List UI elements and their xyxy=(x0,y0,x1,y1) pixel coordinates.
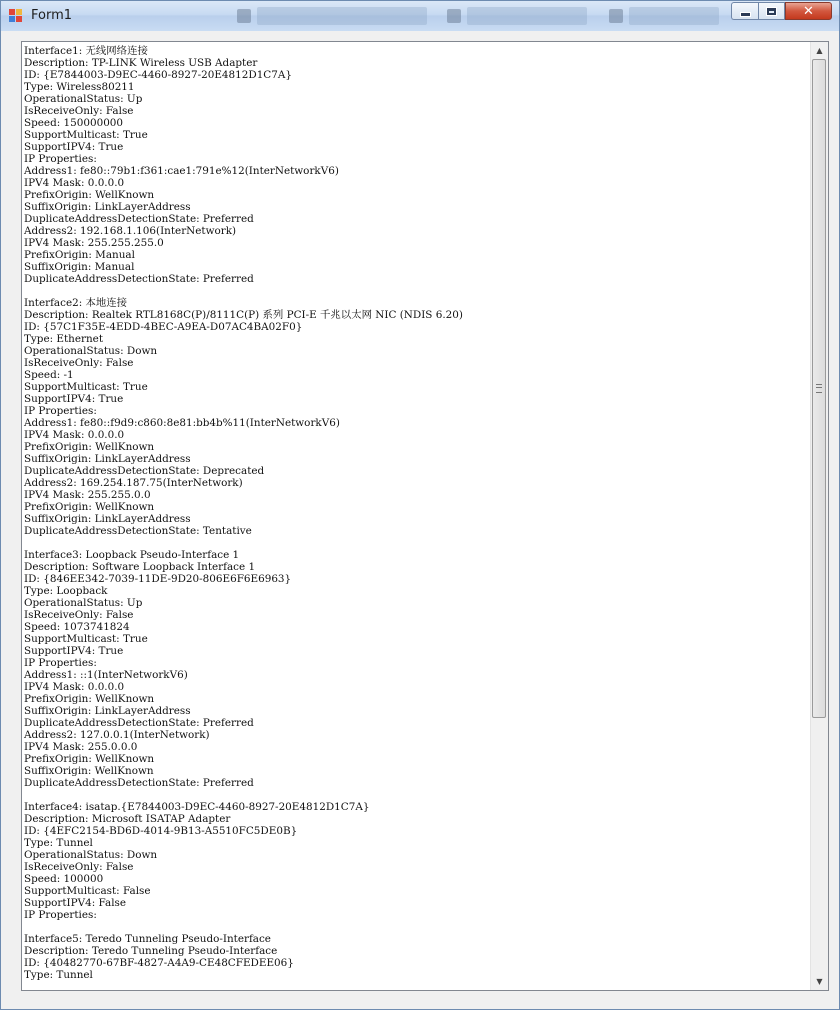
text-line: Address2: 127.0.0.1(InterNetwork) xyxy=(24,729,210,741)
text-line: OperationalStatus: Down xyxy=(24,345,158,357)
text-line: Interface3: Loopback Pseudo-Interface 1 xyxy=(24,549,240,561)
text-line: Address2: 169.254.187.75(InterNetwork) xyxy=(24,477,243,489)
text-line: IPV4 Mask: 0.0.0.0 xyxy=(24,177,125,189)
text-line: PrefixOrigin: WellKnown xyxy=(24,753,155,765)
text-line: Interface5: Teredo Tunneling Pseudo-Interface xyxy=(24,933,271,945)
text-line: Address1: fe80::f9d9:c860:8e81:bb4b%11(InterNetworkV6) xyxy=(24,417,340,429)
text-line: IPV4 Mask: 0.0.0.0 xyxy=(24,429,125,441)
background-window-ghost xyxy=(467,7,587,25)
vertical-scrollbar[interactable] xyxy=(810,42,828,990)
text-line: IsReceiveOnly: False xyxy=(24,357,134,369)
text-line: Address1: ::1(InterNetworkV6) xyxy=(24,669,188,681)
text-line: Speed: -1 xyxy=(24,369,74,381)
text-line: Description: Teredo Tunneling Pseudo-Interface xyxy=(24,945,278,957)
background-window-ghost xyxy=(629,7,719,25)
text-line: SuffixOrigin: LinkLayerAddress xyxy=(24,513,191,525)
text-line: ID: {E7844003-D9EC-4460-8927-20E4812D1C7A} xyxy=(24,69,292,81)
text-line: SupportIPV4: True xyxy=(24,141,124,153)
text-line: DuplicateAddressDetectionState: Preferred xyxy=(24,213,254,225)
text-line: SuffixOrigin: WellKnown xyxy=(24,765,154,777)
text-line: IsReceiveOnly: False xyxy=(24,105,134,117)
text-line: Type: Tunnel xyxy=(24,837,93,849)
maximize-button[interactable] xyxy=(758,2,785,20)
text-line: IP Properties: xyxy=(24,153,97,165)
text-line: SuffixOrigin: Manual xyxy=(24,261,135,273)
window-title: Form1 xyxy=(31,8,73,23)
text-line: IPV4 Mask: 0.0.0.0 xyxy=(24,681,125,693)
arrow-up-icon: ▲ xyxy=(816,46,823,55)
text-line: ID: {40482770-67BF-4827-A4A9-CE48CFEDEE06} xyxy=(24,957,294,969)
text-line: IPV4 Mask: 255.0.0.0 xyxy=(24,741,138,753)
background-window-ghost xyxy=(257,7,427,25)
text-line: PrefixOrigin: WellKnown xyxy=(24,693,155,705)
close-icon: ✕ xyxy=(803,3,814,19)
app-icon[interactable] xyxy=(9,9,23,23)
text-line: Description: Microsoft ISATAP Adapter xyxy=(24,813,231,825)
arrow-down-icon: ▼ xyxy=(816,977,823,986)
text-line: ID: {846EE342-7039-11DE-9D20-806E6F6E6963} xyxy=(24,573,292,585)
title-bar[interactable] xyxy=(1,1,839,31)
interfaces-textbox[interactable] xyxy=(21,41,829,991)
text-line: SupportMulticast: True xyxy=(24,381,148,393)
text-line: PrefixOrigin: Manual xyxy=(24,249,135,261)
text-line: SupportMulticast: True xyxy=(24,129,148,141)
text-line: SupportIPV4: True xyxy=(24,393,124,405)
minimize-button[interactable] xyxy=(731,2,758,20)
text-line: IsReceiveOnly: False xyxy=(24,609,134,621)
text-line: Speed: 150000000 xyxy=(24,117,124,129)
background-window-icon xyxy=(447,9,461,23)
text-line: Interface1: 无线网络连接 xyxy=(24,45,148,57)
text-line: Interface4: isatap.{E7844003-D9EC-4460-8927-20E4812D1C7A} xyxy=(24,801,370,813)
text-line: IP Properties: xyxy=(24,909,97,921)
text-line: IPV4 Mask: 255.255.0.0 xyxy=(24,489,151,501)
background-window-icon xyxy=(237,9,251,23)
text-line: SupportIPV4: True xyxy=(24,645,124,657)
form-client-area xyxy=(9,31,833,1003)
text-line: PrefixOrigin: WellKnown xyxy=(24,501,155,513)
text-line: Address1: fe80::79b1:f361:cae1:791e%12(InterNetworkV6) xyxy=(24,165,339,177)
maximize-icon xyxy=(767,8,776,15)
interfaces-text[interactable] xyxy=(24,45,802,981)
text-line: SupportMulticast: False xyxy=(24,885,151,897)
close-button[interactable] xyxy=(785,2,832,20)
text-line: OperationalStatus: Up xyxy=(24,93,143,105)
text-line: Speed: 100000 xyxy=(24,873,104,885)
text-line: Type: Tunnel xyxy=(24,969,93,981)
text-line: Speed: 1073741824 xyxy=(24,621,130,633)
text-line: IP Properties: xyxy=(24,405,97,417)
text-line: DuplicateAddressDetectionState: Deprecated xyxy=(24,465,265,477)
text-line: Type: Loopback xyxy=(24,585,108,597)
scroll-thumb[interactable] xyxy=(812,59,826,718)
text-line: DuplicateAddressDetectionState: Preferred xyxy=(24,717,254,729)
text-line: IP Properties: xyxy=(24,657,97,669)
text-line: SuffixOrigin: LinkLayerAddress xyxy=(24,705,191,717)
scroll-up-button[interactable] xyxy=(811,42,828,59)
text-line: ID: {4EFC2154-BD6D-4014-9B13-A5510FC5DE0B} xyxy=(24,825,298,837)
text-line: DuplicateAddressDetectionState: Tentative xyxy=(24,525,252,537)
background-window-icon xyxy=(609,9,623,23)
text-line: DuplicateAddressDetectionState: Preferred xyxy=(24,777,254,789)
text-line: Type: Ethernet xyxy=(24,333,103,345)
minimize-icon xyxy=(740,12,751,17)
text-line: PrefixOrigin: WellKnown xyxy=(24,441,155,453)
text-line: PrefixOrigin: WellKnown xyxy=(24,189,155,201)
text-line: SuffixOrigin: LinkLayerAddress xyxy=(24,453,191,465)
text-line: Address2: 192.168.1.106(InterNetwork) xyxy=(24,225,237,237)
text-line: SupportMulticast: True xyxy=(24,633,148,645)
text-line: SuffixOrigin: LinkLayerAddress xyxy=(24,201,191,213)
text-line: ID: {57C1F35E-4EDD-4BEC-A9EA-D07AC4BA02F0} xyxy=(24,321,303,333)
text-line: Description: Software Loopback Interface 1 xyxy=(24,561,256,573)
grip-icon xyxy=(816,384,822,393)
text-line: Description: TP-LINK Wireless USB Adapter xyxy=(24,57,258,69)
scroll-down-button[interactable] xyxy=(811,973,828,990)
text-line: DuplicateAddressDetectionState: Preferred xyxy=(24,273,254,285)
text-line: IPV4 Mask: 255.255.255.0 xyxy=(24,237,164,249)
text-line: SupportIPV4: False xyxy=(24,897,127,909)
text-line: OperationalStatus: Down xyxy=(24,849,158,861)
text-line: IsReceiveOnly: False xyxy=(24,861,134,873)
text-line: Type: Wireless80211 xyxy=(24,81,135,93)
text-line: OperationalStatus: Up xyxy=(24,597,143,609)
text-line: Interface2: 本地连接 xyxy=(24,297,128,309)
text-line: Description: Realtek RTL8168C(P)/8111C(P) 系列 PCI-E 千兆以太网 NIC (NDIS 6.20) xyxy=(24,309,463,321)
